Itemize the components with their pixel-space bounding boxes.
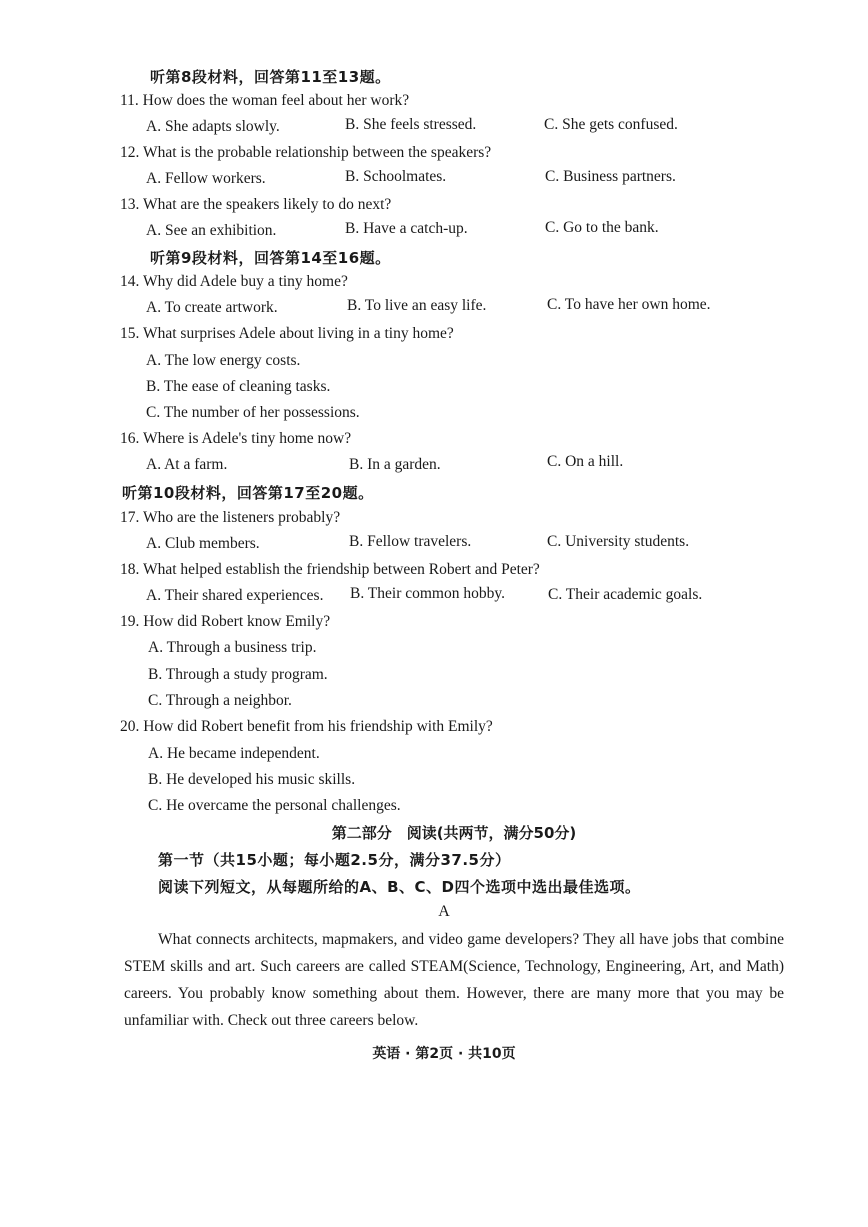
question-18: 18. What helped establish the friendship between Robert and Peter? <box>120 561 540 578</box>
q19-option-c: C. Through a neighbor. <box>148 692 292 709</box>
section-heading-10: 听第10段材料，回答第17至20题。 <box>122 484 374 502</box>
q17-option-b: B. Fellow travelers. <box>349 533 472 550</box>
question-14: 14. Why did Adele buy a tiny home? <box>120 273 348 290</box>
question-20: 20. How did Robert benefit from his friendship with Emily? <box>120 718 493 735</box>
q13-option-a: A. See an exhibition. <box>146 222 277 239</box>
q15-option-a: A. The low energy costs. <box>146 352 301 369</box>
question-11: 11. How does the woman feel about her work? <box>120 92 410 109</box>
part-2-title: 第二部分 阅读(共两节，满分50分) <box>331 824 577 842</box>
q12-option-c: C. Business partners. <box>545 168 676 185</box>
q16-option-b: B. In a garden. <box>349 456 441 473</box>
section-heading-9: 听第9段材料，回答第14至16题。 <box>150 249 391 267</box>
q20-option-a: A. He became independent. <box>148 745 320 762</box>
q11-option-c: C. She gets confused. <box>544 116 678 133</box>
passage-letter: A <box>438 903 450 920</box>
q13-option-c: C. Go to the bank. <box>545 219 659 236</box>
page-footer: 英语 · 第2页 · 共10页 <box>372 1046 516 1062</box>
part-2-subtitle: 第一节（共15小题；每小题2.5分，满分37.5分） <box>158 851 511 869</box>
q11-option-b: B. She feels stressed. <box>345 116 477 133</box>
q11-option-a: A. She adapts slowly. <box>146 118 280 135</box>
q16-option-a: A. At a farm. <box>146 456 228 473</box>
q20-option-c: C. He overcame the personal challenges. <box>148 797 401 814</box>
q15-option-c: C. The number of her possessions. <box>146 404 360 421</box>
passage-a-text: What connects architects, mapmakers, and video game developers? They all have jobs that combine STEM skills and art. Such careers are called STEAM(Science, Technology, Engineering, Art, and Math) careers. You probably know something about them. However, there are many more that you may be unfamiliar with. Check out three careers below. <box>124 931 784 1029</box>
q14-option-b: B. To live an easy life. <box>347 297 487 314</box>
q19-option-a: A. Through a business trip. <box>148 639 317 656</box>
section-heading-8: 听第8段材料，回答第11至13题。 <box>150 68 391 86</box>
question-13: 13. What are the speakers likely to do next? <box>120 196 392 213</box>
question-12: 12. What is the probable relationship between the speakers? <box>120 144 492 161</box>
q18-option-c: C. Their academic goals. <box>548 586 703 603</box>
q18-option-a: A. Their shared experiences. <box>146 587 324 604</box>
q13-option-b: B. Have a catch-up. <box>345 220 468 237</box>
q17-option-a: A. Club members. <box>146 535 260 552</box>
q17-option-c: C. University students. <box>547 533 690 550</box>
question-15: 15. What surprises Adele about living in a tiny home? <box>120 325 454 342</box>
question-19: 19. How did Robert know Emily? <box>120 613 331 630</box>
q14-option-c: C. To have her own home. <box>547 296 711 313</box>
question-17: 17. Who are the listeners probably? <box>120 509 341 526</box>
q19-option-b: B. Through a study program. <box>148 666 328 683</box>
q15-option-b: B. The ease of cleaning tasks. <box>146 378 331 395</box>
q14-option-a: A. To create artwork. <box>146 299 278 316</box>
reading-instruction: 阅读下列短文，从每题所给的A、B、C、D四个选项中选出最佳选项。 <box>158 878 641 896</box>
q20-option-b: B. He developed his music skills. <box>148 771 356 788</box>
q12-option-b: B. Schoolmates. <box>345 168 447 185</box>
q16-option-c: C. On a hill. <box>547 453 624 470</box>
question-16: 16. Where is Adele's tiny home now? <box>120 430 352 447</box>
q18-option-b: B. Their common hobby. <box>350 585 505 602</box>
q12-option-a: A. Fellow workers. <box>146 170 266 187</box>
